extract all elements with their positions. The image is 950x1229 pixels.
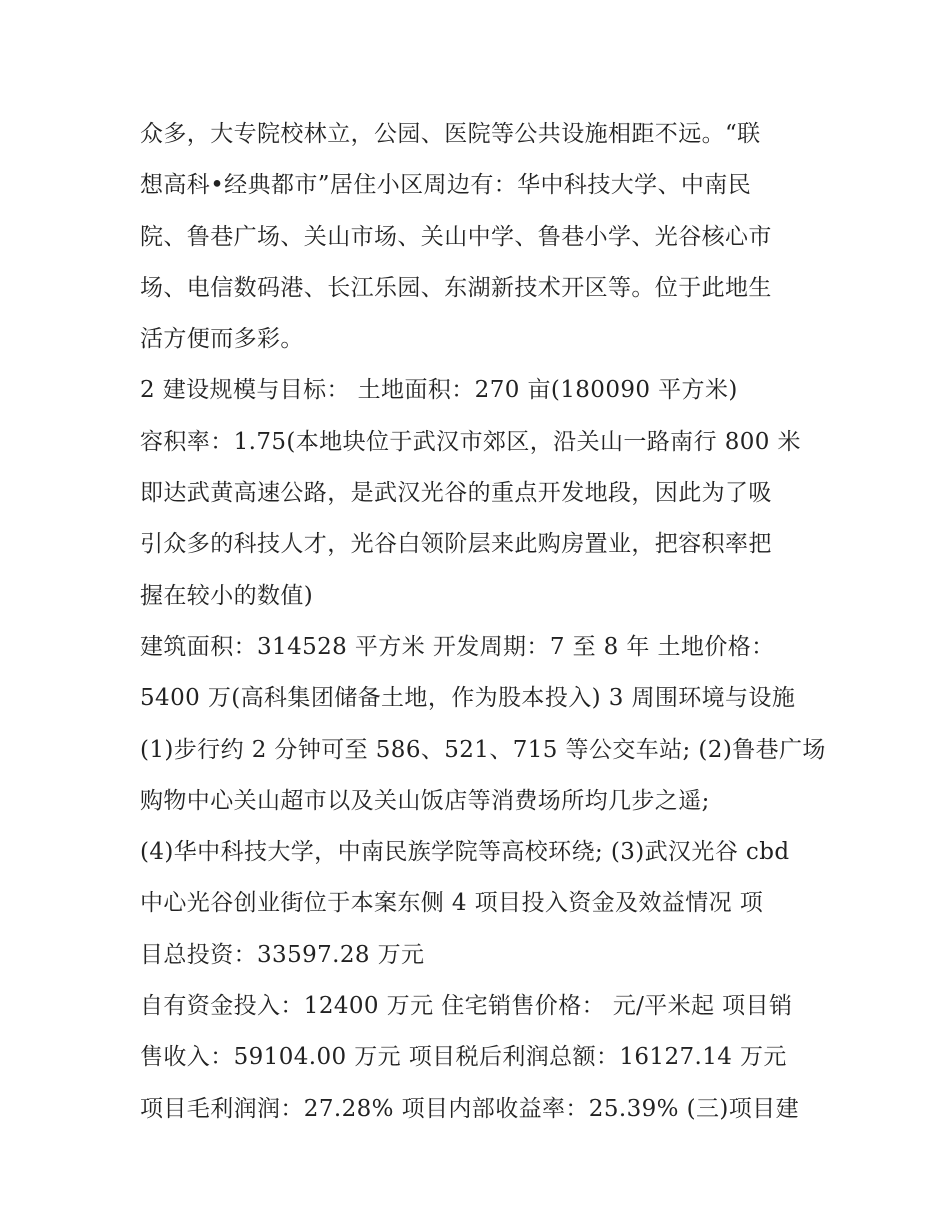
text-line-9: 引众多的科技人才，光谷白领阶层来此购房置业，把容积率把 <box>140 531 772 558</box>
text-line-4: 场、电信数码港、长江乐园、东湖新技术开区等。位于此地生 <box>140 274 772 301</box>
text-line-12: 5400 万(高科集团储备土地，作为股本投入) 3 周围环境与设施 <box>140 685 796 712</box>
text-line-8: 即达武黄高速公路，是武汉光谷的重点开发地段，因此为了吸 <box>140 480 772 507</box>
text-line-16: 中心光谷创业街位于本案东侧 4 项目投入资金及效益情况 项 <box>140 890 764 917</box>
body-text <box>140 109 830 1135</box>
text-line-13: (1)步行约 2 分钟可至 586、521、715 等公交车站; (2)鲁巷广场 <box>140 736 826 763</box>
text-line-15: (4)华中科技大学，中南民族学院等高校环绕; (3)武汉光谷 cbd <box>140 839 790 866</box>
text-line-1: 众多，大专院校林立，公园、医院等公共设施相距不远。“联 <box>140 121 761 147</box>
text-line-17: 目总投资：33597.28 万元 <box>140 941 425 968</box>
text-line-3: 院、鲁巷广场、关山市场、关山中学、鲁巷小学、光谷核心市 <box>140 223 772 250</box>
text-line-11: 建筑面积：314528 平方米 开发周期：7 至 8 年 土地价格： <box>140 633 775 660</box>
text-line-18: 自有资金投入：12400 万元 住宅销售价格： 元/平米起 项目销 <box>140 993 793 1020</box>
text-line-19: 售收入：59104.00 万元 项目税后利润总额：16127.14 万元 <box>140 1044 787 1071</box>
text-line-2: 想高科•经典都市”居住小区周边有：华中科技大学、中南民 <box>140 172 752 199</box>
text-line-5: 活方便而多彩。 <box>140 326 304 353</box>
text-line-6: 2 建设规模与目标： 土地面积：270 亩(180090 平方米) <box>140 377 738 404</box>
text-line-10: 握在较小的数值) <box>140 582 314 609</box>
text-line-7: 容积率：1.75(本地块位于武汉市郊区，沿关山一路南行 800 米 <box>140 428 801 455</box>
text-line-14: 购物中心关山超市以及关山饭店等消费场所均几步之遥; <box>140 787 710 814</box>
text-line-20: 项目毛利润润：27.28% 项目内部收益率：25.39% (三)项目建 <box>140 1095 799 1122</box>
